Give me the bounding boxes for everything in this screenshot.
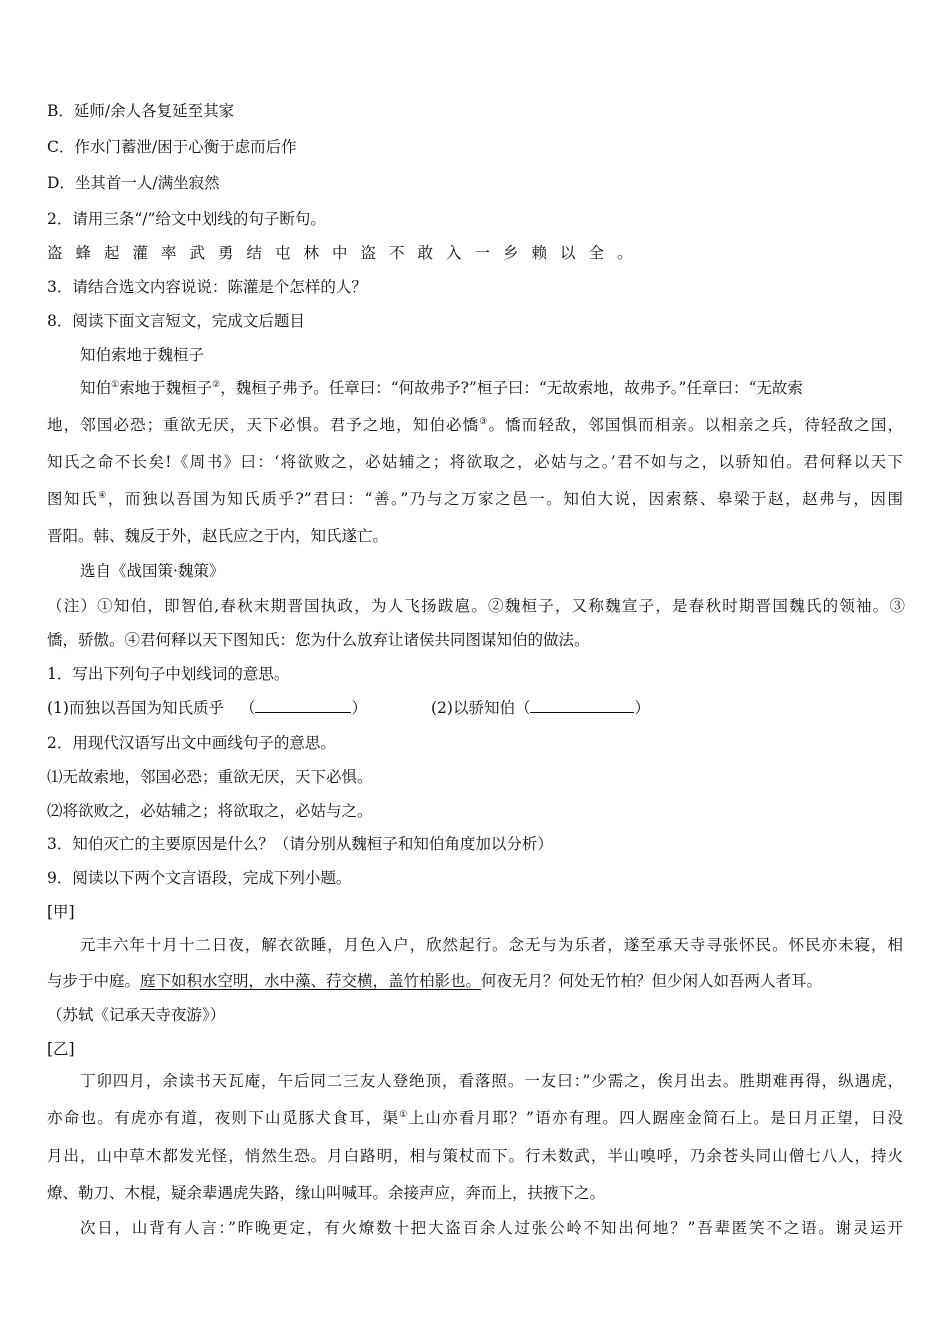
q8-passage-line-3: 知氏之命不长矣!《周书》曰：‘将欲败之，必姑辅之；将欲取之，必姑与之。’君不如与之，以骄知伯。君何释以天下 [47, 453, 903, 471]
q8-sub1-question: 1．写出下列句子中划线词的意思。 [47, 665, 290, 683]
q8-notes-line-2: 憍，骄傲。④君何释以天下图知氏：您为什么放弃让诸侯共同图谋知伯的做法。 [47, 631, 590, 649]
option-d: D．坐其首一人/满坐寂然 [47, 174, 220, 192]
q8-notes-line-1: （注）①知伯，即智伯,春秋末期晋国执政，为人飞扬跋扈。②魏桓子，又称魏宣子，是春秋时期晋国魏氏的领袖。③ [47, 597, 905, 615]
q8-passage-line-5: 晋阳。韩、魏反于外，赵氏应之于内，知氏遂亡。 [47, 527, 389, 545]
yi-line-4: 燎、勒刀、木棍，疑余辈遇虎失路，缘山叫喊耳。余接声应，奔而上，扶掖下之。 [47, 1184, 606, 1202]
q8-sentence-1: ⑴无故索地，邻国必恐；重欲无厌，天下必惧。 [47, 768, 373, 786]
q8-source: 选自《战国策·魏策》 [80, 562, 225, 580]
q7-sub3-question: 3．请结合选文内容说说：陈灌是个怎样的人？ [47, 278, 367, 296]
footnote-marker: ① [111, 380, 120, 390]
q7-sub2-question: 2．请用三条“/”给文中划线的句子断句。 [47, 210, 326, 228]
passage-yi-label: [乙] [47, 1040, 75, 1058]
jia-line-1: 元丰六年十月十二日夜，解衣欲睡，月色入户，欣然起行。念无与为乐者，遂至承天寺寻张怀民。怀民亦未寝，相 [80, 936, 903, 954]
footnote-marker: ③ [479, 417, 489, 427]
yi-line-5: 次日，山背有人言：”昨晚更定，有火燎数十把大盗百余人过张公岭不知出何地？”吾辈匿笑不之语。谢灵运开 [80, 1219, 903, 1237]
option-b: B．延师/余人各复延至其家 [47, 102, 235, 120]
answer-blank-1[interactable] [255, 698, 351, 713]
passage-jia-label: [甲] [47, 903, 75, 921]
blank-1-label: (1)而独以吾国为知氏质乎 [47, 699, 224, 717]
option-c: C．作水门蓄泄/困于心衡于虑而后作 [47, 138, 297, 156]
q7-punctuation-sentence: 盗蜂起灌率武勇结屯林中盗不敢入一乡赖以全。 [47, 244, 646, 262]
yi-line-1: 丁卯四月，余读书天瓦庵，午后同二三友人登绝顶，看落照。一友曰：”少需之，俟月出去。胜期难再得，纵遇虎， [80, 1072, 903, 1090]
q8-heading: 8．阅读下面文言短文，完成文后题目 [47, 312, 305, 330]
footnote-marker: ④ [98, 491, 108, 501]
q8-sentence-2: ⑵将欲败之，必姑辅之；将欲取之，必姑与之。 [47, 802, 373, 820]
footnote-marker: ② [212, 380, 221, 390]
q8-sub3-question: 3．知伯灭亡的主要原因是什么？（请分别从魏桓子和知伯角度加以分析） [47, 835, 553, 853]
q9-heading: 9．阅读以下两个文言语段，完成下列小题。 [47, 869, 352, 887]
q8-blank-row: (1)而独以吾国为知氏质乎 （ ） (2)以骄知伯（ ） [47, 699, 650, 717]
jia-source: （苏轼《记承天寺夜游》） [47, 1006, 226, 1024]
q8-passage-line-4: 图知氏④，而独以吾国为知氏质乎?”君曰：“善。”乃与之万家之邑一。知伯大说，因索蔡、皋梁于赵，赵弗与，因围 [47, 490, 903, 508]
answer-blank-2[interactable] [530, 698, 634, 713]
blank-2-label: (2)以骄知伯 [431, 699, 515, 717]
yi-line-2: 亦命也。有虎亦有道，夜则下山觅豚犬食耳，渠①上山亦看月耶？”语亦有理。四人踞座金简石上。是日月正望，日没 [47, 1109, 903, 1127]
footnote-marker: ① [399, 1110, 409, 1120]
q8-passage-line-1: 知伯①索地于魏桓子②，魏桓子弗予。任章曰：“何故弗予?”桓子曰：“无故索地，故弗予。”任章曰：“无故索 [80, 379, 803, 397]
jia-line-2: 与步于中庭。庭下如积水空明，水中藻、荇交横，盖竹柏影也。何夜无月？何处无竹柏？但少闲人如吾两人者耳。 [47, 972, 823, 990]
underlined-sentence: 庭下如积水空明，水中藻、荇交横，盖竹柏影也。 [140, 972, 482, 990]
q8-passage-line-2: 地，邻国必恐；重欲无厌，天下必惧。君予之地，知伯必憍③。憍而轻敌，邻国惧而相亲。以相亲之兵，待轻敌之国， [47, 416, 903, 434]
yi-line-3: 月出，山中草木都发光怪，悄然生恐。月白路明，相与策杖而下。行未数武，半山嗅呼，乃余苍头同山僧七八人，持火 [47, 1147, 903, 1165]
q8-passage-title: 知伯索地于魏桓子 [80, 346, 205, 364]
q8-sub2-question: 2．用现代汉语写出文中画线句子的意思。 [47, 734, 336, 752]
